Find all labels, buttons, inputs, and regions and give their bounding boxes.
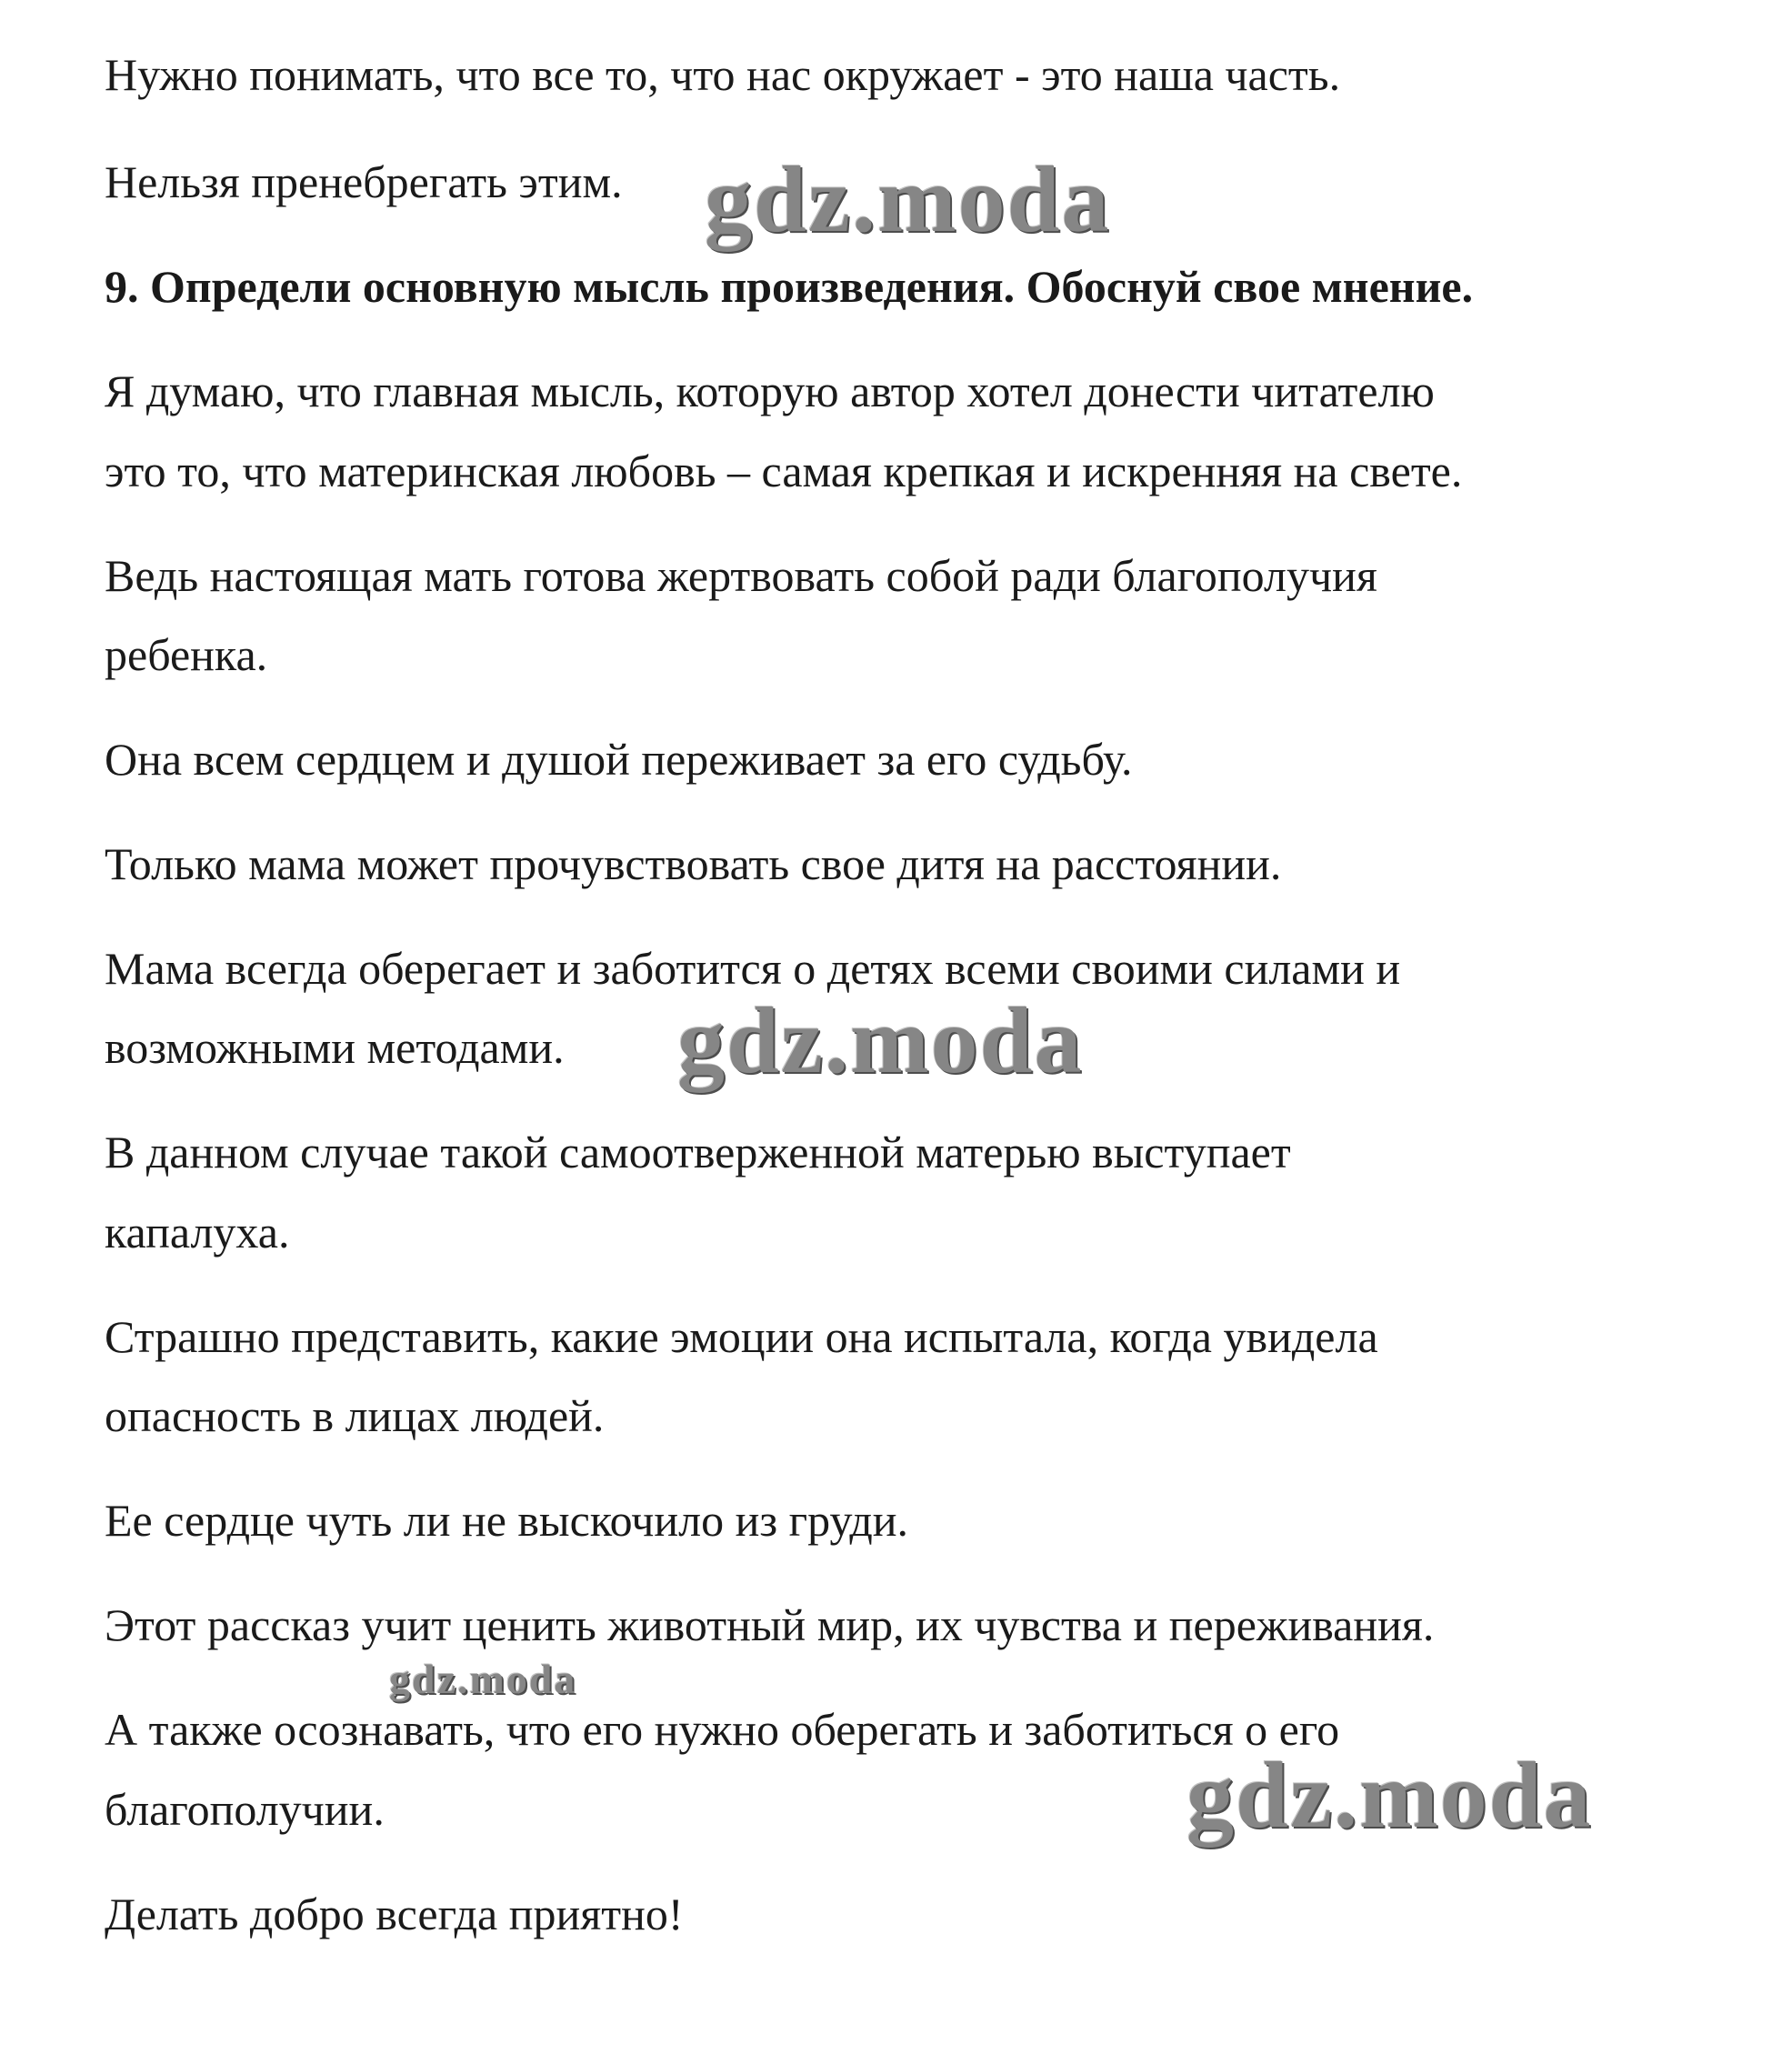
- text-line: Этот рассказ учит ценить животный мир, их чувства и переживания.: [105, 1599, 1435, 1650]
- text-line: Она всем сердцем и душой переживает за его судьбу.: [105, 734, 1133, 785]
- text-line: Нельзя пренебрегать этим.: [105, 156, 623, 207]
- text-line: Делать добро всегда приятно!: [105, 1889, 684, 1939]
- question-heading: 9. Определи основную мысль произведения. Обоснуй свое мнение.: [105, 261, 1474, 312]
- text-line: опасность в лицах людей.: [105, 1390, 605, 1441]
- watermark-logo: gdz.moda: [1186, 1743, 1593, 1848]
- text-line: благополучии.: [105, 1784, 385, 1835]
- text-line: это то, что материнская любовь – самая крепкая и искренняя на свете.: [105, 446, 1463, 496]
- text-line: капалуха.: [105, 1207, 290, 1257]
- text-line: возможными методами.: [105, 1022, 565, 1073]
- text-line: Ведь настоящая мать готова жертвовать собой ради благополучия: [105, 550, 1377, 601]
- watermark-logo: gdz.moda: [389, 1656, 577, 1702]
- text-line: Нужно понимать, что все то, что нас окружает - это наша часть.: [105, 49, 1341, 100]
- text-line: Я думаю, что главная мысль, которую автор хотел донести читателю: [105, 366, 1435, 416]
- text-line: Ее сердце чуть ли не выскочило из груди.: [105, 1495, 909, 1546]
- text-line: В данном случае такой самоотверженной матерью выступает: [105, 1127, 1291, 1177]
- text-line: Только мама может прочувствовать свое дитя на расстоянии.: [105, 838, 1282, 889]
- watermark-logo: gdz.moda: [677, 988, 1084, 1093]
- text-line: Мама всегда оберегает и заботится о детях всеми своими силами и: [105, 943, 1401, 994]
- text-line: ребенка.: [105, 629, 268, 680]
- watermark-logo: gdz.moda: [705, 147, 1111, 252]
- text-line: Страшно представить, какие эмоции она испытала, когда увидела: [105, 1311, 1378, 1362]
- text-line: А также осознавать, что его нужно оберегать и заботиться о его: [105, 1704, 1340, 1755]
